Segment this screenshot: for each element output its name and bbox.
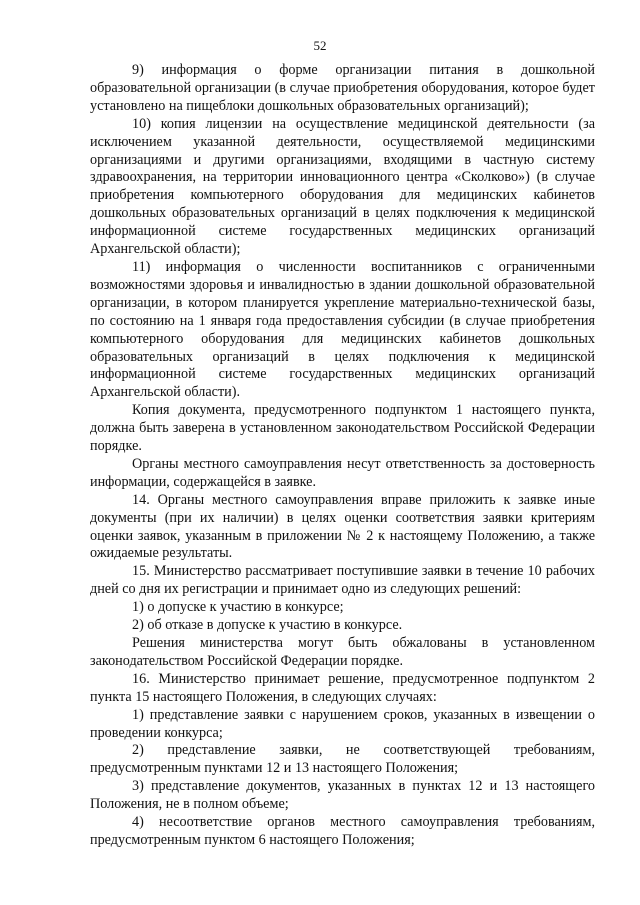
paragraph-item-10: 10) копия лицензии на осуществление медицинской деятельности (за исключением указанной деятельности, осуществляемой медицинскими организациями и другими организациями, входящими в частную систему здравоохранения, на территории инновационного центра «Сколково») (в случае приобретения компьютерного оборудования для медицинских кабинетов дошкольных образовательных организаций в целях подключения к медицинской информационной системе государственных медицинских организаций Архангельской области); (90, 115, 595, 258)
paragraph-clause-15: 15. Министерство рассматривает поступившие заявки в течение 10 рабочих дней со дня их регистрации и принимает одно из следующих решений: (90, 563, 595, 598)
paragraph-copy-certification: Копия документа, предусмотренного подпунктом 1 настоящего пункта, должна быть заверена в установленном законодательством Российской Федерации порядке. (90, 402, 595, 455)
paragraph-case-3: 3) представление документов, указанных в пунктах 12 и 13 настоящего Положения, не в полном объеме; (90, 778, 595, 813)
paragraph-decision-2: 2) об отказе в допуске к участию в конкурсе. (132, 617, 403, 634)
paragraph-case-2: 2) представление заявки, не соответствующей требованиям, предусмотренным пунктами 12 и 13 настоящего Положения; (90, 742, 595, 777)
paragraph-clause-14: 14. Органы местного самоуправления вправе приложить к заявке иные документы (при их наличии) в целях оценки соответствия заявки критериям оценки заявок, указанным в приложении № 2 к настоящему Положению, а также ожидаемые результаты. (90, 491, 595, 562)
paragraph-appeal: Решения министерства могут быть обжалованы в установленном законодательством Российской Федерации порядке. (90, 635, 595, 669)
paragraph-clause-16: 16. Министерство принимает решение, предусмотренное подпунктом 2 пункта 15 настоящего Положения, в следующих случаях: (90, 670, 595, 705)
paragraph-item-11: 11) информация о численности воспитанников с ограниченными возможностями здоровья и инвалидностью в здании дошкольной образовательной организации, в котором планируется укрепление материально-технической базы, по состоянию на 1 января года предоставления субсидии (в случае приобретения компьютерного оборудования для медицинских кабинетов дошкольных образовательных организаций в целях подключения к медицинской информационной системе государственных медицинских организаций Архангельской области). (90, 258, 595, 401)
page-number: 52 (313, 38, 327, 53)
paragraph-item-9: 9) информация о форме организации питания в дошкольной образовательной организации (в случае приобретения оборудования, которое будет установлено на пищеблоки дошкольных образовательных организаций); (90, 62, 595, 114)
document-body (90, 62, 595, 850)
paragraph-decision-1: 1) о допуске к участию в конкурсе; (132, 599, 344, 616)
paragraph-responsibility: Органы местного самоуправления несут ответственность за достоверность информации, содержащейся в заявке. (90, 455, 595, 490)
paragraph-case-1: 1) представление заявки с нарушением сроков, указанных в извещении о проведении конкурса; (90, 706, 595, 741)
paragraph-case-4: 4) несоответствие органов местного самоуправления требованиям, предусмотренным пунктом 6 настоящего Положения; (90, 814, 595, 848)
